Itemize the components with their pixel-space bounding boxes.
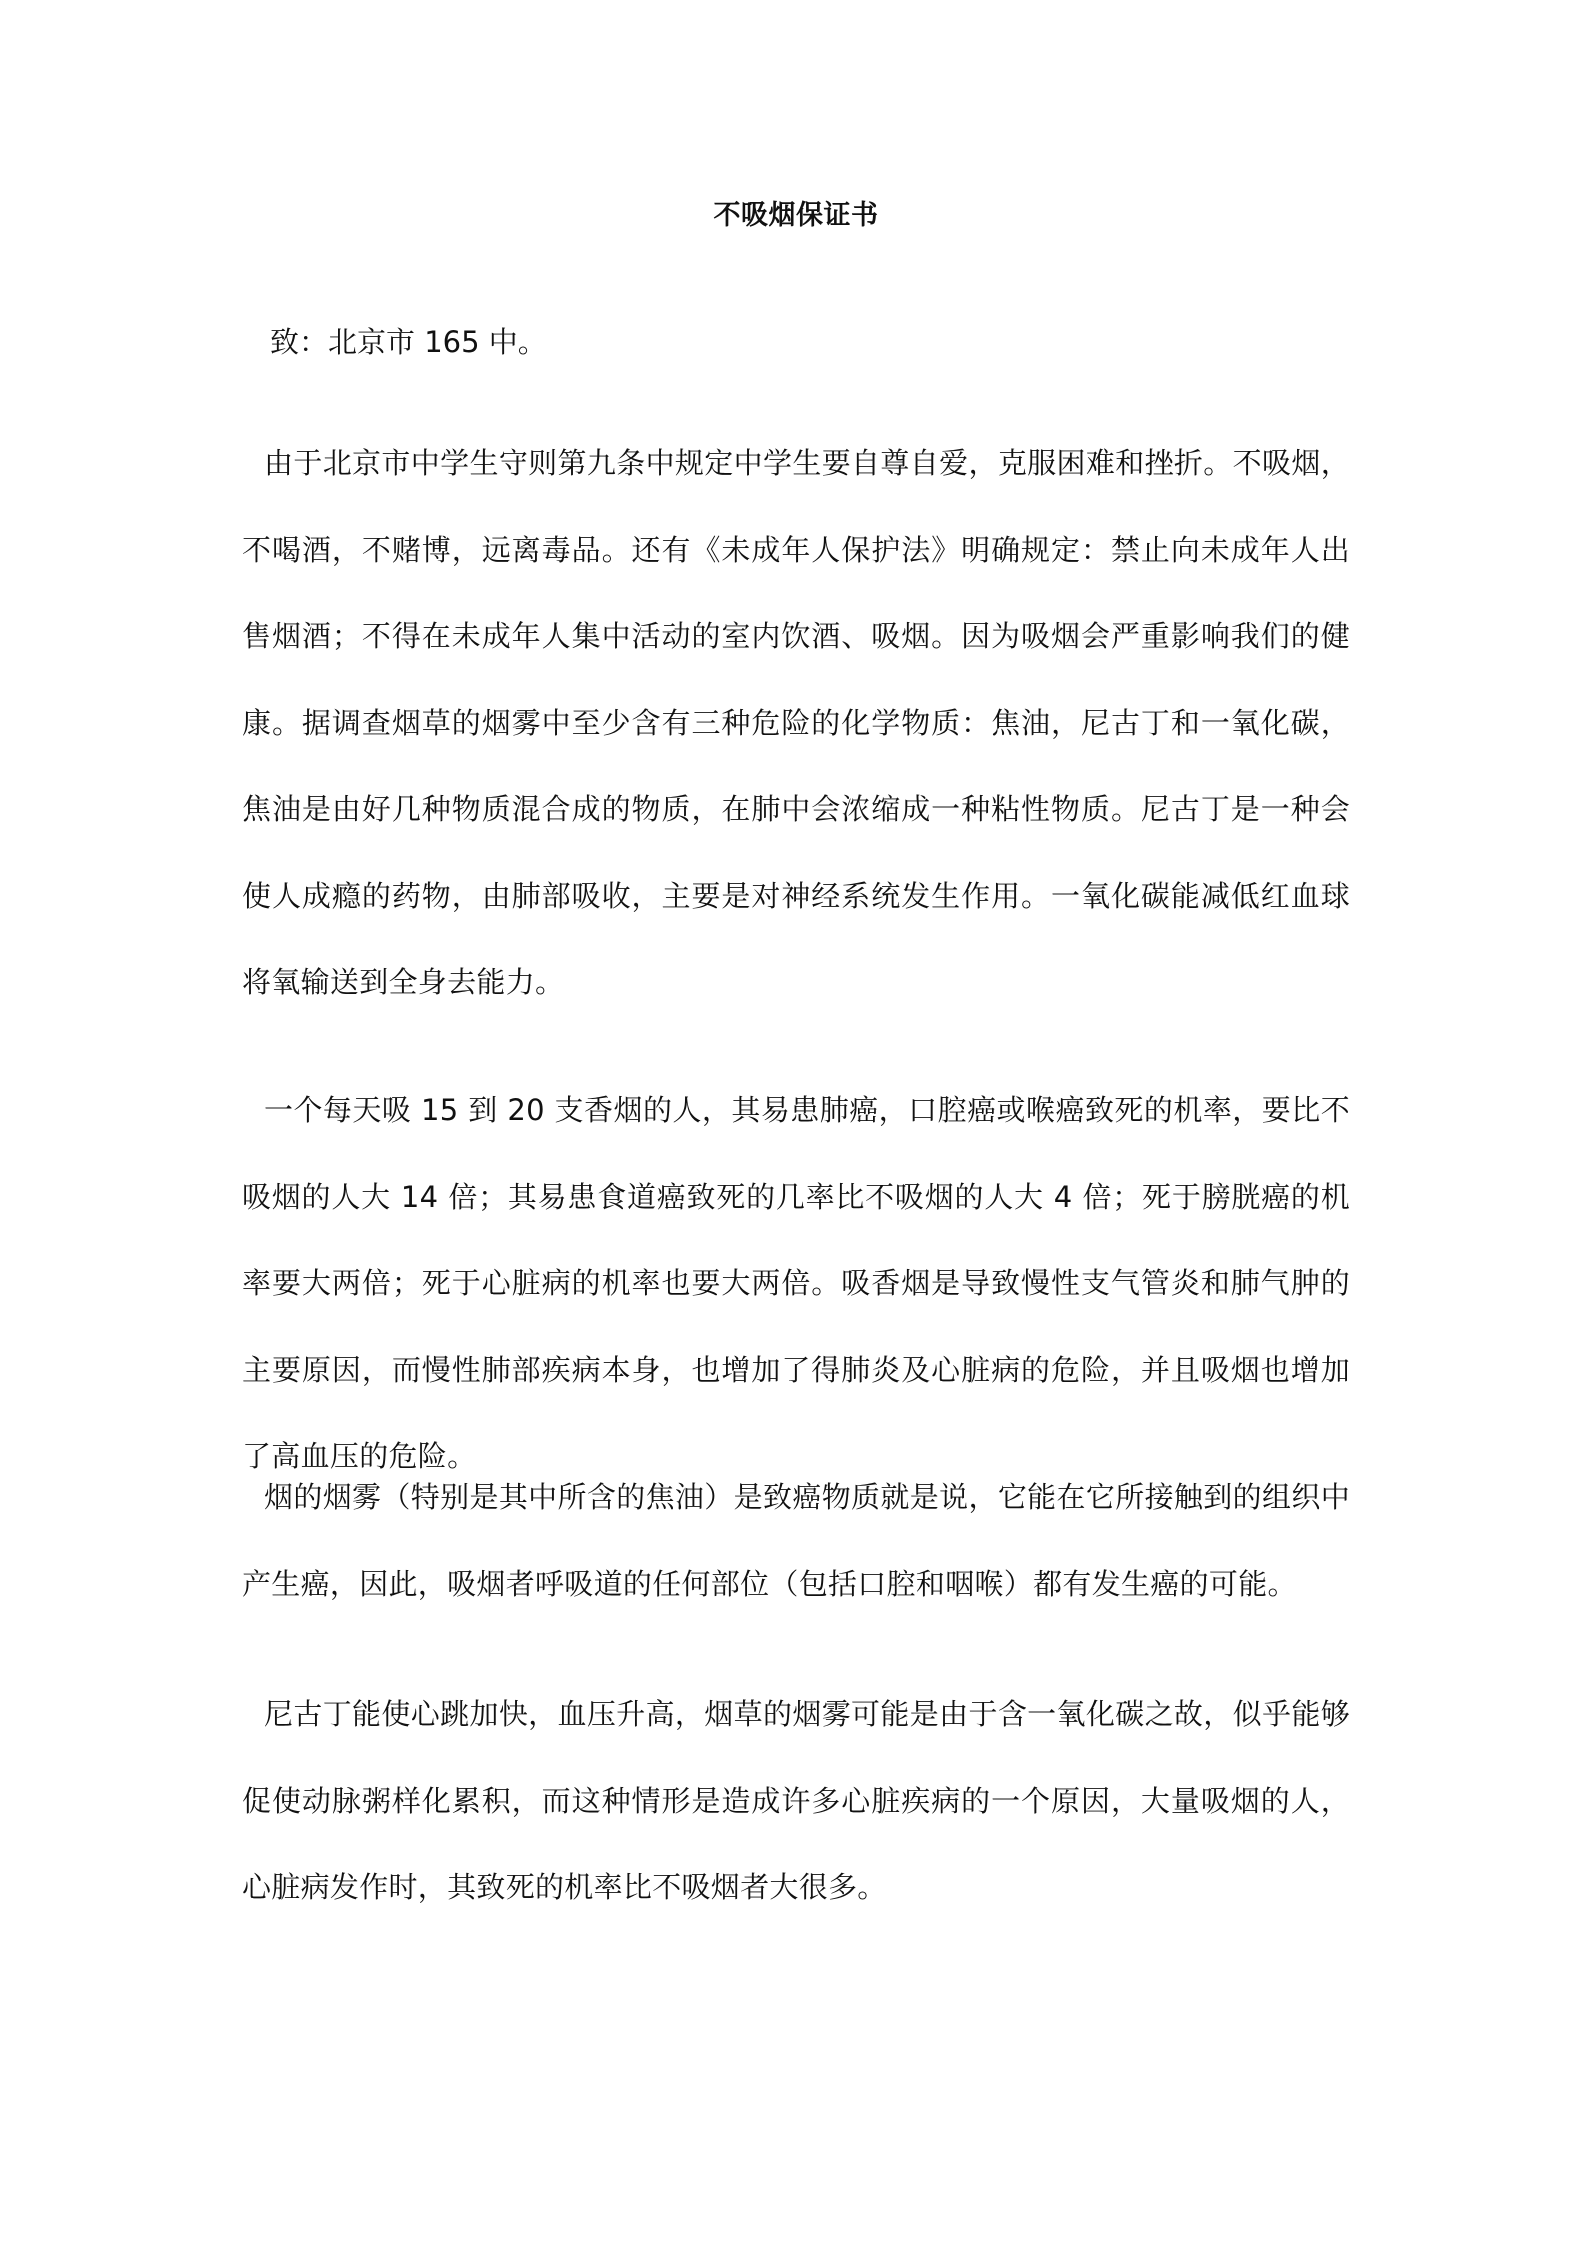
paragraph-1: 由于北京市中学生守则第九条中规定中学生要自尊自爱，克服困难和挫折。不吸烟，不喝酒，不赌博，远离毒品。还有《未成年人保护法》明确规定：禁止向未成年人出售烟酒；不得在未成年人集中活动的室内饮酒、吸烟。因为吸烟会严重影响我们的健康。据调查烟草的烟雾中至少含有三种危险的化学物质：焦油，尼古丁和一氧化碳，焦油是由好几种物质混合成的物质，在肺中会浓缩成一种粘性物质。尼古丁是一种会使人成瘾的药物，由肺部吸收，主要是对神经系统发生作用。一氧化碳能减低红血球将氧输送到全身去能力。	[242, 446, 1350, 999]
paragraph-3: 烟的烟雾（特别是其中所含的焦油）是致癌物质就是说，它能在它所接触到的组织中产生癌，因此，吸烟者呼吸道的任何部位（包括口腔和咽喉）都有发生癌的可能。	[242, 1480, 1350, 1601]
paragraph-4: 尼古丁能使心跳加快，血压升高，烟草的烟雾可能是由于含一氧化碳之故，似乎能够促使动脉粥样化累积，而这种情形是造成许多心脏疾病的一个原因，大量吸烟的人，心脏病发作时，其致死的机率比不吸烟者大很多。	[242, 1697, 1350, 1904]
paragraph-2: 一个每天吸 15 到 20 支香烟的人，其易患肺癌，口腔癌或喉癌致死的机率，要比不吸烟的人大 14 倍；其易患食道癌致死的几率比不吸烟的人大 4 倍；死于膀胱癌的机率要大两倍；死于心脏病的机率也要大两倍。吸香烟是导致慢性支气管炎和肺气肿的主要原因，而慢性肺部疾病本身，也增加了得肺炎及心脏病的危险，并且吸烟也增加了高血压的危险。	[242, 1093, 1350, 1473]
document-title: 不吸烟保证书	[713, 200, 879, 231]
addressee-line: 致：北京市 165 中。	[270, 325, 547, 359]
